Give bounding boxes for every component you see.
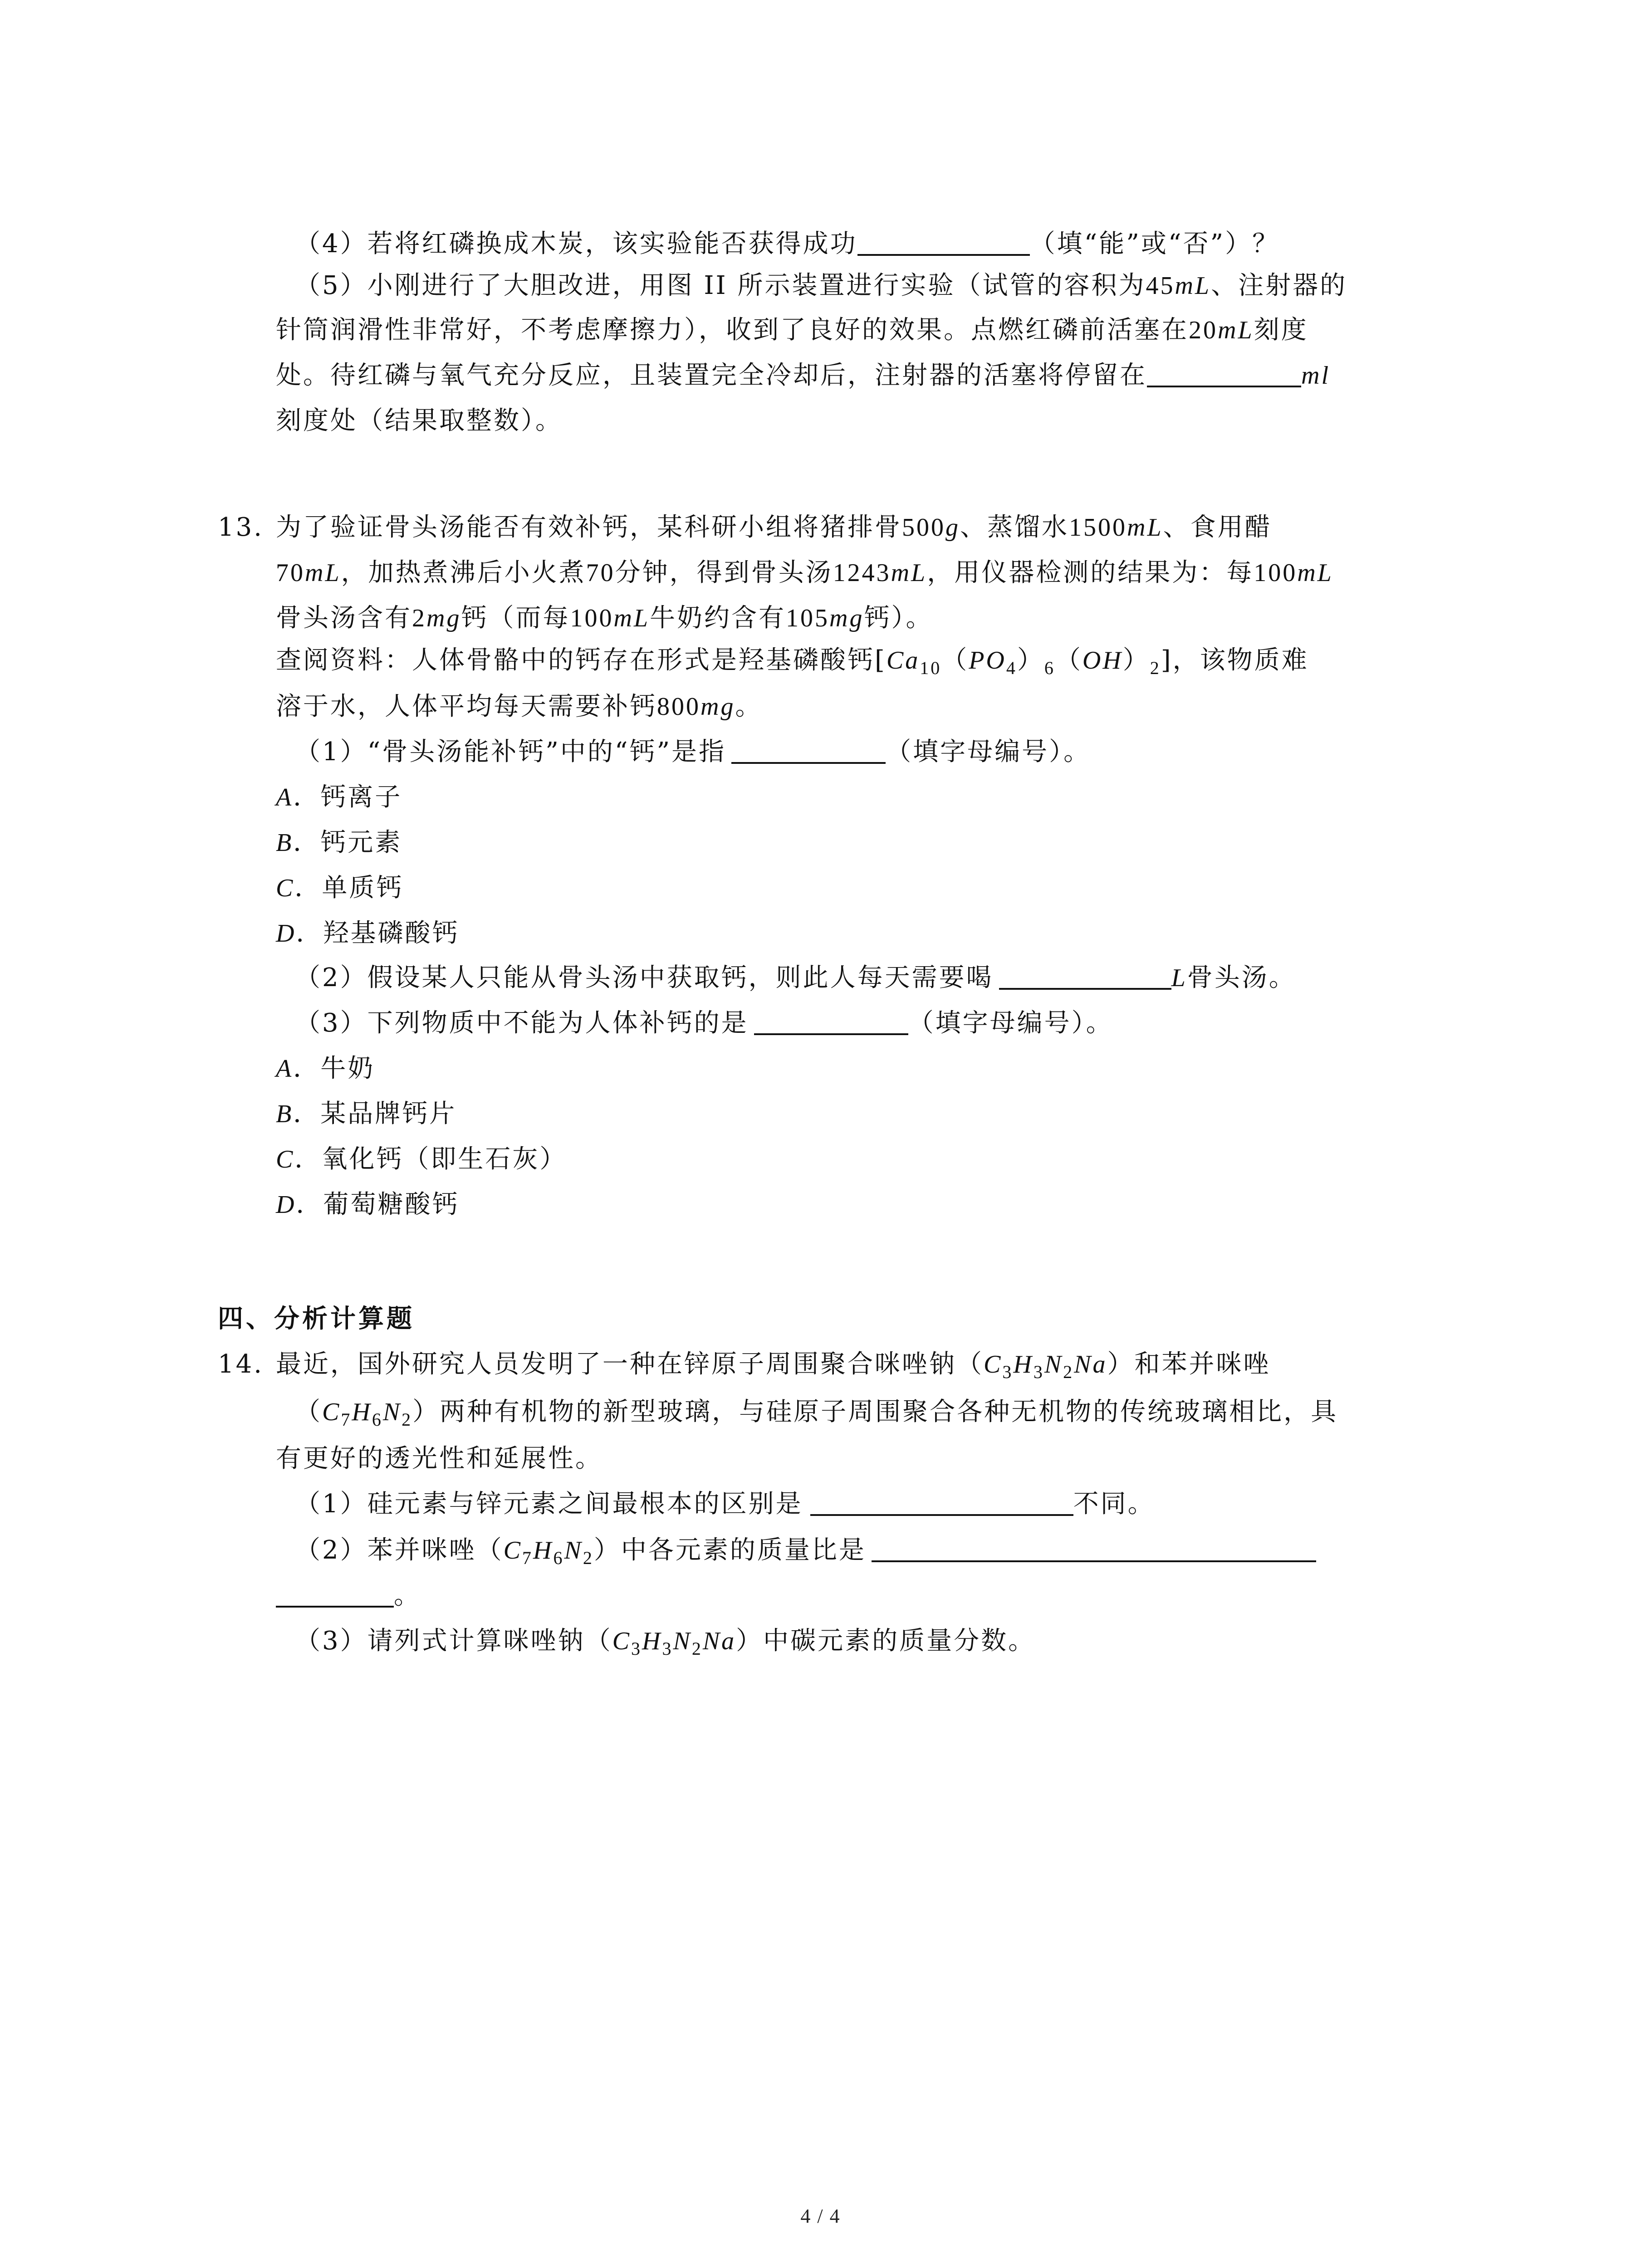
formula-subscript: 6 <box>1044 658 1055 678</box>
q13-part3-hint: （填字母编号）。 <box>908 1008 1113 1038</box>
q13-text: 牛奶约含有 <box>650 603 786 633</box>
q12-part5-text: 处。待红磷与氧气充分反应，且装置完全冷却后，注射器的活塞将停留在 <box>276 361 1147 390</box>
q14-line3 <box>276 1442 603 1476</box>
option-text: 氧化钙（即生石灰） <box>322 1144 567 1174</box>
formula-symbol: Na <box>702 1627 736 1655</box>
q13-value: 105 <box>786 604 830 632</box>
option-text: 葡萄糖酸钙 <box>323 1190 460 1219</box>
q12-volume-unit: mL <box>1175 272 1211 300</box>
q13-part2-unit: L <box>1171 964 1187 992</box>
q13-value: 100 <box>1254 559 1298 587</box>
q13-unit: mL <box>305 559 341 587</box>
q12-part4 <box>295 227 1279 261</box>
formula-subscript: 2 <box>1150 658 1161 678</box>
formula-symbol: C <box>503 1536 522 1564</box>
q13-part2-text: （2）假设某人只能从骨头汤中获取钙，则此人每天需要喝 <box>295 963 994 992</box>
q13-part1-answer-blank[interactable] <box>731 737 886 764</box>
q13-value: 2 <box>412 604 426 632</box>
q14-part1-text: 不同。 <box>1073 1489 1155 1519</box>
option-letter: D <box>276 919 296 948</box>
q12-volume-value: 45 <box>1146 272 1175 300</box>
q13-part1-option-b[interactable]: B．钙元素 <box>276 828 402 857</box>
q14-text: 最近，国外研究人员发明了一种在锌原子周围聚合咪唑钠（ <box>276 1349 984 1379</box>
q13-part3 <box>295 1006 1113 1041</box>
formula-subscript: 7 <box>522 1548 533 1568</box>
q13-value: 70 <box>276 559 305 587</box>
q13-text: ，该物质难 <box>1172 645 1309 675</box>
q12-part5-text: 刻度处（结果取整数）。 <box>276 406 563 435</box>
formula-subscript: 3 <box>1033 1362 1044 1382</box>
q14-part3-text: （3）请列式计算咪唑钠（ <box>295 1626 612 1656</box>
q13-part3-text: （3）下列物质中不能为人体补钙的是 <box>295 1008 749 1038</box>
formula-symbol: H <box>1013 1350 1034 1378</box>
q14-part3-text: ）中碳元素的质量分数。 <box>736 1626 1036 1656</box>
q13-line4-formula: 查阅资料：人体骨骼中的钙存在形式是羟基磷酸钙$[Ca_{10}(PO_4)_6(OH)_2]$，该物质难 <box>276 645 1309 678</box>
formula-subscript: 6 <box>553 1548 564 1568</box>
q13-part1-text: （1）“骨头汤能补钙”中的“钙”是指 <box>295 737 726 767</box>
q13-part2-text: 骨头汤。 <box>1187 963 1296 992</box>
q12-part4-hint: （填“能”或“否”）？ <box>1029 229 1280 259</box>
formula-symbol: C <box>322 1398 341 1426</box>
q13-unit: mL <box>613 604 650 632</box>
section-heading: 四、分析计算题 <box>218 1304 415 1334</box>
option-letter: D <box>276 1191 296 1219</box>
option-text: 钙离子 <box>320 782 402 812</box>
q14-part2-text: 。 <box>394 1581 421 1610</box>
q14-line2: $(C_7H_6N_2)$两种有机物的新型玻璃，与硅原子周围聚合各种无机物的传统玻璃相比，具 <box>295 1397 1338 1430</box>
q13-unit: g <box>945 513 960 542</box>
q13-part3-option-c[interactable]: C．氧化钙（即生石灰） <box>276 1144 567 1174</box>
formula-symbol: PO <box>969 646 1006 675</box>
q13-text: 。 <box>735 692 763 721</box>
q13-line5 <box>276 689 762 724</box>
q13-unit: mL <box>1127 513 1163 542</box>
q13-part3-option-a[interactable]: A．牛奶 <box>276 1054 375 1083</box>
q14-part3 <box>295 1624 1035 1658</box>
formula-subscript: 3 <box>631 1638 642 1659</box>
q13-value: 1500 <box>1069 513 1127 542</box>
q13-unit: mg <box>829 604 864 632</box>
q13-text: ，用仪器检测的结果为：每 <box>927 558 1254 587</box>
option-letter: A <box>276 1055 294 1083</box>
q13-part1-option-d[interactable]: D．羟基磷酸钙 <box>276 919 460 948</box>
option-letter: B <box>276 1100 294 1128</box>
q14-number: 14. <box>218 1349 264 1379</box>
formula-symbol: N <box>382 1398 402 1426</box>
formula-symbol: H <box>352 1398 372 1426</box>
q13-part2-answer-blank[interactable] <box>999 963 1171 990</box>
q12-piston-value: 20 <box>1189 316 1218 344</box>
q14-part1-text: （1）硅元素与锌元素之间最根本的区别是 <box>295 1489 803 1519</box>
formula-subscript: 3 <box>662 1638 673 1659</box>
q12-answer-unit: ml <box>1301 362 1330 390</box>
q12-part4-answer-blank[interactable] <box>857 229 1030 256</box>
q13-part1 <box>295 735 1091 769</box>
option-letter: C <box>276 1145 295 1173</box>
q14-part1-answer-blank[interactable] <box>810 1489 1073 1516</box>
q13-text: 分钟，得到骨头汤 <box>615 558 833 587</box>
q14-text: 有更好的透光性和延展性。 <box>276 1444 603 1473</box>
q14-part2-text: ）中各元素的质量比是 <box>593 1535 866 1565</box>
q12-part5-answer-blank[interactable] <box>1147 360 1301 387</box>
option-text: 钙元素 <box>320 828 402 857</box>
q13-text: 、蒸馏水 <box>960 513 1069 542</box>
formula-subscript: 7 <box>341 1409 352 1430</box>
q13-value: 800 <box>657 693 700 721</box>
q12-part5-text: （5）小刚进行了大胆改进，用图 II 所示装置进行实验（试管的容积为 <box>295 271 1146 300</box>
formula-symbol: Ca <box>886 646 920 675</box>
q12-part5-line3 <box>276 358 1330 393</box>
q13-part3-option-d[interactable]: D．葡萄糖酸钙 <box>276 1190 460 1219</box>
formula-symbol: N <box>564 1536 583 1564</box>
page-number: 4 / 4 <box>800 2205 841 2227</box>
option-text: 单质钙 <box>322 873 404 903</box>
q12-part4-text: （4）若将红磷换成木炭，该实验能否获得成功 <box>295 229 857 259</box>
formula-subscript: 2 <box>1063 1362 1074 1382</box>
q12-piston-unit: mL <box>1218 316 1254 344</box>
q14-part1 <box>295 1487 1155 1521</box>
q12-part5-line2 <box>276 313 1308 347</box>
formula-symbol: C <box>612 1627 631 1655</box>
q13-unit: mL <box>891 559 927 587</box>
option-text: 某品牌钙片 <box>320 1099 457 1129</box>
formula-symbol: Na <box>1074 1350 1107 1378</box>
q14-line1 <box>276 1347 1271 1382</box>
formula-symbol: H <box>642 1627 662 1655</box>
q14-part2-text: （2）苯并咪唑（ <box>295 1535 504 1565</box>
formula-symbol: H <box>533 1536 554 1564</box>
q12-part5-line1 <box>295 269 1347 303</box>
formula-subscript: 4 <box>1006 658 1017 678</box>
q12-part5-line4 <box>276 404 563 438</box>
q13-unit: mL <box>1297 559 1333 587</box>
q13-text: 钙）。 <box>864 603 933 633</box>
q13-value: 70 <box>586 559 615 587</box>
q13-number: 13. <box>218 513 264 542</box>
formula-subscript: 2 <box>583 1548 594 1568</box>
q13-text: 、食用醋 <box>1163 513 1272 542</box>
q12-part5-text: 针筒润滑性非常好，不考虑摩擦力），收到了良好的效果。点燃红磷前活塞在 <box>276 315 1189 345</box>
formula-symbol: OH <box>1082 646 1123 675</box>
q13-value: 100 <box>570 604 614 632</box>
formula-subscript: 2 <box>691 1638 703 1659</box>
q14-text: ）两种有机物的新型玻璃，与硅原子周围聚合各种无机物的传统玻璃相比，具 <box>412 1397 1338 1427</box>
option-text: 羟基磷酸钙 <box>323 919 460 948</box>
q13-text: 查阅资料：人体骨骼中的钙存在形式是羟基磷酸钙[ <box>276 645 887 675</box>
option-letter: A <box>276 783 294 811</box>
q13-line2 <box>276 556 1333 590</box>
formula-symbol: N <box>1044 1350 1063 1378</box>
q13-value: 1243 <box>833 559 891 587</box>
q13-part3-option-b[interactable]: B．某品牌钙片 <box>276 1099 457 1129</box>
q14-part2-continuation <box>276 1579 421 1613</box>
q13-text: 溶于水，人体平均每天需要补钙 <box>276 692 657 721</box>
q13-unit: mg <box>700 693 735 721</box>
q13-part1-option-a[interactable]: A．钙离子 <box>276 782 402 812</box>
q14-text: ）和苯并咪唑 <box>1107 1349 1271 1379</box>
formula-subscript: 2 <box>402 1409 413 1430</box>
q13-text: ，加热煮沸后小火煮 <box>341 558 586 587</box>
q13-part2 <box>295 961 1296 995</box>
option-text: 牛奶 <box>320 1054 375 1083</box>
q13-text: 骨头汤含有 <box>276 603 412 633</box>
option-letter: B <box>276 829 294 857</box>
formula-subscript: 3 <box>1002 1362 1014 1382</box>
q14-part2 <box>295 1533 1316 1568</box>
q13-part3-answer-blank[interactable] <box>754 1008 908 1035</box>
q13-line1 <box>276 510 1272 545</box>
q13-line3 <box>276 601 933 635</box>
formula-symbol: C <box>984 1350 1003 1378</box>
formula-symbol: N <box>673 1627 692 1655</box>
q13-text: 为了验证骨头汤能否有效补钙，某科研小组将猪排骨 <box>276 513 902 542</box>
q14-part2-answer-blank[interactable] <box>872 1535 1316 1562</box>
q13-part1-hint: （填字母编号）。 <box>886 737 1091 767</box>
formula-subscript: 6 <box>372 1409 383 1430</box>
q12-part5-text: 、注射器的 <box>1211 271 1347 300</box>
q13-unit: mg <box>426 604 461 632</box>
option-letter: C <box>276 874 295 902</box>
q13-value: 500 <box>902 513 945 542</box>
q14-part2-answer-blank-cont[interactable] <box>276 1580 394 1608</box>
q13-text: 钙（而每 <box>461 603 570 633</box>
q13-part1-option-c[interactable]: C．单质钙 <box>276 873 404 903</box>
q12-part5-text: 刻度 <box>1254 315 1308 345</box>
formula-subscript: 10 <box>920 658 942 678</box>
